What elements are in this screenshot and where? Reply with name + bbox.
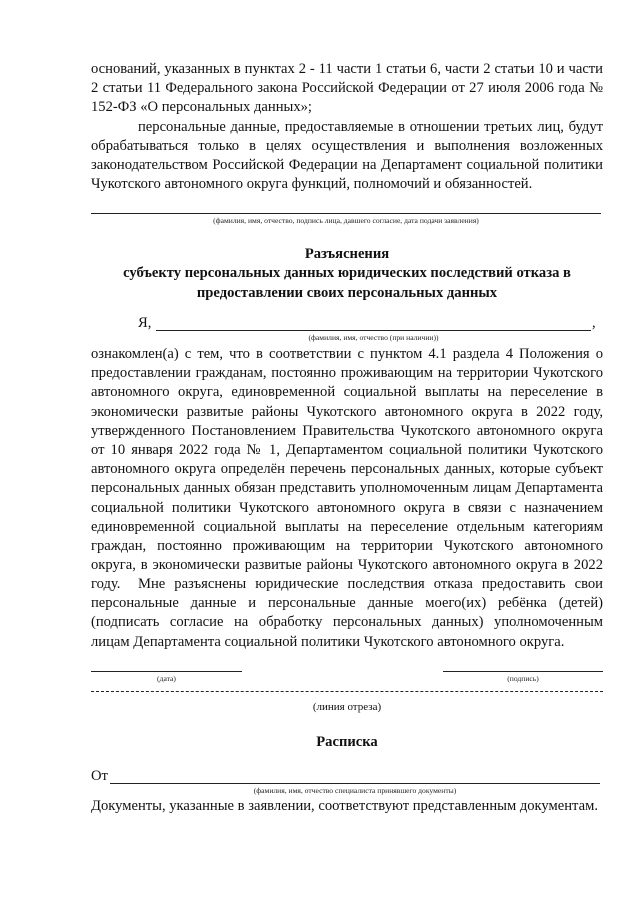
- ya-label: Я,: [138, 315, 152, 331]
- signature-line: [91, 213, 601, 214]
- from-caption: (фамилия, имя, отчество специалиста принявшего документы): [253, 786, 457, 795]
- consent-basis-paragraph: оснований, указанных в пунктах 2 - 11 части 1 статьи 6, части 2 статьи 10 и части 2 статьи 11 Федерального закона Российской Федерации от 27 июля 2006 года № 152-ФЗ «О персональных данных»;: [91, 61, 603, 116]
- receipt-title: Расписка: [316, 734, 378, 750]
- cut-label: (линия отреза): [312, 701, 382, 713]
- sign-caption: (подпись): [507, 674, 539, 683]
- cut-line: [91, 691, 603, 692]
- name-caption: (фамилия, имя, отчество (при наличии)): [308, 333, 439, 342]
- explanation-title: Разъяснения: [304, 246, 390, 262]
- consequences-paragraph: Мне разъяснены юридические последствия отказа предоставить свои персональные данные и персональные данные моего(их) ребёнка (детей) (подписать согласие на обработку персональных данных) уполномоченным лицам Департамента социальной политики Чукотского автономного округа.: [91, 576, 603, 650]
- signature-caption: (фамилия, имя, отчество, подпись лица, давшего согласие, дата подачи заявления): [213, 216, 479, 225]
- explanation-subtitle: субъекту персональных данных юридических последствий отказа в предоставлении своих персональных данных: [123, 265, 571, 301]
- receipt-body: Документы, указанные в заявлении, соответствуют представленным документам.: [91, 798, 598, 814]
- date-caption: (дата): [157, 674, 176, 683]
- third-party-data-paragraph: персональные данные, предоставляемые в отношении третьих лиц, будут обрабатываться только в целях осуществления и выполнения возложенных законодательством Российской Федерации на Департамент социальной политики Чукотского автономного округа функций, полномочий и обязанностей.: [91, 118, 603, 193]
- acknowledgement-paragraph: ознакомлен(а) с тем, что в соответствии с пунктом 4.1 раздела 4 Положения о предоставлении гражданам, постоянно проживающим на территории Чукотского автономного округа, единовременной социальной выплаты на переселение в экономически развитые районы Чукотского автономного округа в 2022 году, утвержденного Постановлением Правительства Чукотского автономного округа от 10 января 2022 года № 1, Департаментом социальной политики Чукотского автономного округа определён перечень персональных данных, которые субъект персональных данных обязан представить уполномоченным лицам Департамента социальной политики Чукотского автономного округа в связи с назначением единовременной социальной выплаты на переселение отдельным категориям граждан, постоянно проживающим на территории Чукотского автономного округа, в экономически развитые районы Чукотского автономного округа в 2022 году.: [91, 346, 603, 593]
- sign-line: [443, 671, 603, 672]
- from-label: От: [91, 768, 108, 784]
- name-line-comma: ,: [592, 315, 596, 331]
- name-line: [156, 330, 591, 331]
- date-line: [91, 671, 242, 672]
- from-line: [110, 783, 600, 784]
